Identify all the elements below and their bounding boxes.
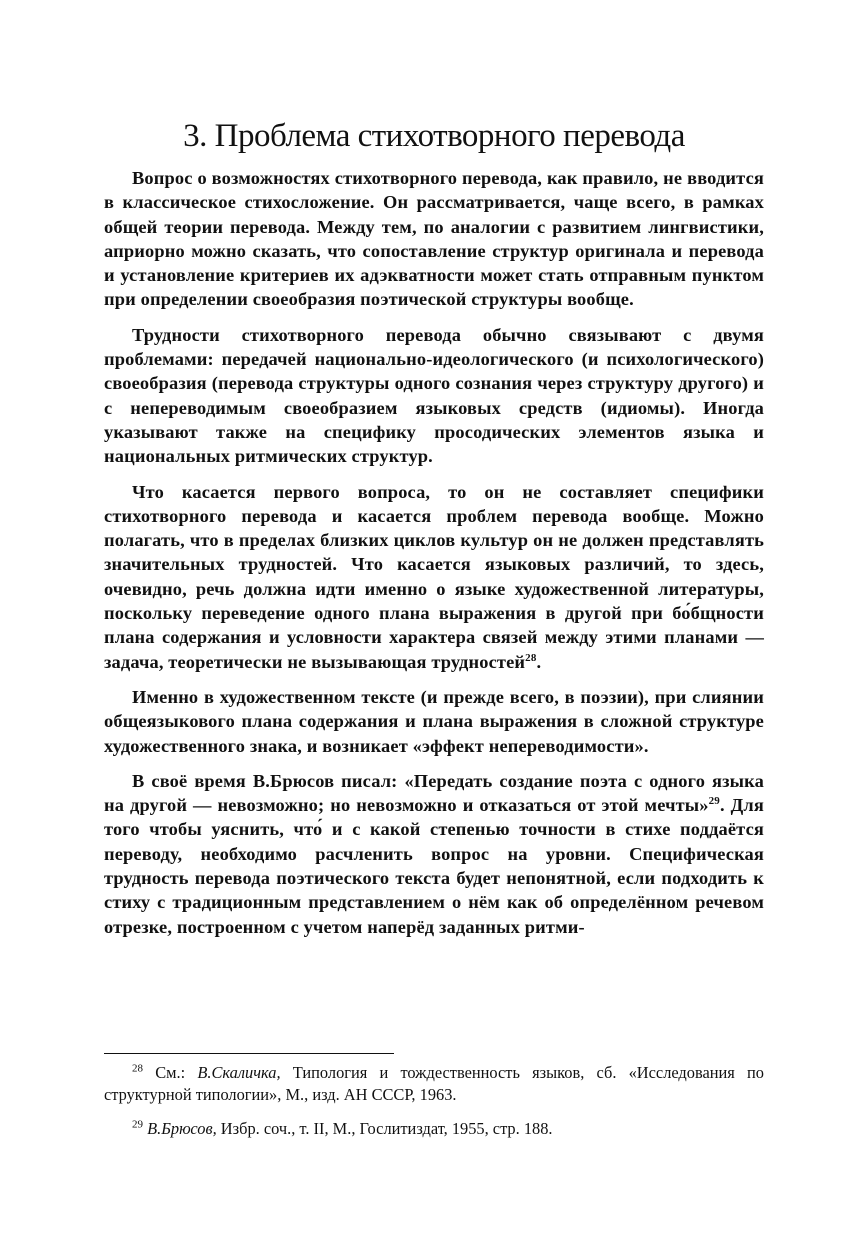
body-text bbox=[104, 166, 764, 950]
footnote-divider bbox=[104, 1053, 394, 1054]
footnote-number: 29 bbox=[132, 1118, 143, 1131]
paragraph-5-text-a: В своё время В.Брюсов писал: «Передать создание поэта с одного языка на другой — невозможно; но невозможно и отказаться от этой мечты» bbox=[104, 770, 764, 816]
paragraph-5 bbox=[104, 769, 764, 939]
footnote-author: В.Брюсов, bbox=[147, 1119, 217, 1138]
footnote-text: Типология и тождественность языков, сб. «Исследования по структурной типологии», М., изд. АН СССР, 1963. bbox=[104, 1063, 764, 1104]
footnote-ref-29[interactable]: 29 bbox=[708, 795, 720, 807]
footnote-ref-28[interactable]: 28 bbox=[525, 651, 537, 664]
paragraph-1: Вопрос о возможностях стихотворного перевода, как правило, не вводится в классическое стихосложение. Он рассматривается, чаще всего, в рамках общей теории перевода. Между тем, по аналогии с развитием лингвистики, априорно можно сказать, что сопоставление структур оригинала и перевода и установление критериев их адэкватности может стать отправным пунктом при определении своеобразия поэтической структуры вообще. bbox=[104, 168, 764, 310]
section-heading: 3. Проблема стихотворного перевода bbox=[183, 118, 685, 154]
footnote-28 bbox=[104, 1062, 764, 1106]
paragraph-4: Именно в художественном тексте (и прежде всего, в поэзии), при слиянии общеязыкового плана содержания и плана выражения в сложной структуре художественного знака, и возникает «эффект непереводимости». bbox=[104, 686, 764, 756]
footnotes bbox=[104, 1062, 764, 1152]
footnote-author: В.Скаличка, bbox=[197, 1063, 281, 1082]
paragraph-2: Трудности стихотворного перевода обычно связывают с двумя проблемами: передачей национально-идеологического (и психологического) своеобразия (перевода структуры одного сознания через структуру другого) и с непереводимым своеобразием языковых средств (идиомы). Иногда указывают также на специфику просодических элементов языка и национальных ритмических структур. bbox=[104, 324, 764, 467]
paragraph-3 bbox=[104, 480, 764, 674]
paragraph-5-text-b: . Для того чтобы уяснить, что́ и с какой степенью точности в стихе поддаётся переводу, необходимо расчленить вопрос на уровни. Специфическая трудность перевода поэтического текста будет непонятной, если подходить к стиху с традиционным представлением о нём как об определённом речевом отрезке, построенном с учетом наперёд заданных ритми- bbox=[104, 795, 764, 937]
paragraph-3-text: Что касается первого вопроса, то он не составляет специфики стихотворного перевода и касается проблем перевода вообще. Можно полагать, что в пределах близких циклов культур он не должен представлять значительных трудностей. Что касается языковых различий, то здесь, очевидно, речь должна идти именно о языке художественной литературы, поскольку переведение одного плана выражения в другой при бо́бщности плана содержания и условности характера связей между этими планами — задача, теоретически не вызывающая трудностей bbox=[104, 481, 764, 672]
footnote-number: 28 bbox=[132, 1062, 143, 1075]
footnote-prefix: См.: bbox=[155, 1063, 198, 1082]
footnote-text: Избр. соч., т. II, М., Гослитиздат, 1955, стр. 188. bbox=[216, 1119, 553, 1138]
paragraph-3-end: . bbox=[536, 651, 542, 672]
footnote-29 bbox=[104, 1118, 764, 1140]
